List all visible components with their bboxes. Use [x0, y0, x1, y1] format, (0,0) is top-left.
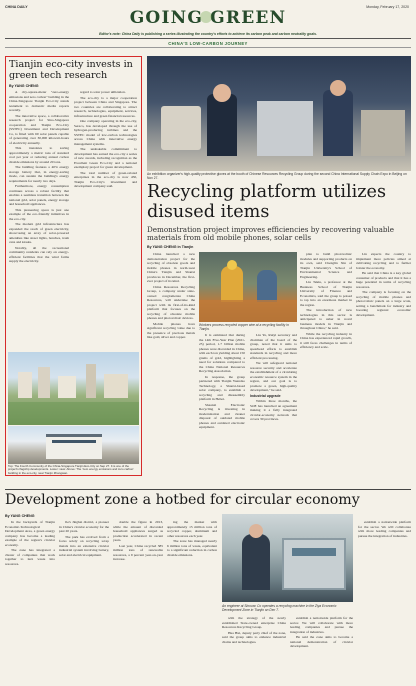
- recycling-headline: Recycling platform utilizes disused items: [147, 182, 386, 222]
- article-byline: By YANG CHENG: [9, 84, 39, 88]
- recycling-column-4: plan to build photovoltaic modules and supporting products on its own, said Chenglin Xin of Tianjin University's School of Environmental Science and Engineering. Liu Tekiu, a professor at the Business School of Tianjin University of Finance and Economics, said the group is poised to tap into an enormous market in the region. The introduction of new technologies in this sector is anticipated to usher in novel business models in Tianjin and throughout China," he said. While the recycling industry in China has experienced rapid growth, it still faces challenges in terms of efficiency and scale.: [300, 252, 352, 349]
- article-column-1: A city-square-meter "zero-energy emissions and zero carbon" building in the China-Singapore Tianjin Eco-City stands testament to domestic media reports recently. The innovative space, a collaborative research project for Sino-Singapore cooperation and Tianjin Eco-City (SSTEC) Investment and Development Co, is fitted with 60 solar panels capable of generating over 30,000 kilowatt-hours of electricity annually. This translates to saving approximately a metric tons of standard coal per year or reducing annual carbon dioxide emissions by around 20 tons. The building features a 40% energy storage battery that, in energy-saving mode, can sustain the building's energy requirements for nearly two days. Furthermore, energy consumption continues across a robust facility that enables a seamless transition between the national grid, solar panels, energy storage and household appliances. This pioneering space is just one example of the eco-friendly initiatives in the eco-city. The modern grid infrastructure has expanded the reach of green electricity, showcasing an array of solar-powered amenities like street lights, benches, trash cans and kiosks. Notably, all the recreational community residents can rely on energy-efficient facilities that the wind farms supply the electricity.: [9, 90, 69, 263]
- industrial-upgrade-subhead: Industrial upgrade: [250, 393, 281, 398]
- zone-column-4: ing the market with approximately 15 million tons of recycled copper, aluminum and other resources each year. The zone has managed nearly 6 million tons of waste, equivalent to a significant reduction in carbon dioxide emissions.: [167, 520, 217, 557]
- recycling-byline: By YANG CHENG in Tianjin: [147, 245, 194, 249]
- development-zone-byline: By YANG CHENG: [5, 514, 35, 518]
- article-column-2: regard to solar power utilization. The eco-city is a major cooperation project between China and Singapore. The two countries are collaborating to attract research, technologies, equipment, services, infrastructure and green financial resources. One company operating in the eco-city, Seraco, has developed through the use of hydrogen-producing turbines and the SSTEC model of low-carbon technologies across China with innovative energy management systems. The unshakable commitment to development has earned the eco-city a series of new awards, including recognition as the Excellent Green Eco-City and a national exemplary project for green development. The total number of green-related enterprises in the eco-city is now 450, Tianjin Eco-City's investment and development company said.: [74, 90, 137, 188]
- expo-photo-caption: An exhibition organizer's high-quality protective gloves at the booth of Chinese Resources Recycling Group during the second China International Supply Chain Expo in Beijing on Nov 27.: [147, 172, 407, 181]
- article-headline: Tianjin eco-city invests in green tech research: [9, 59, 133, 81]
- zone-column-5: with the strategy of the newly established State-owned enterprise China Resources Recycling Group. Hua Hui, deputy party chief of the zone, said the group aims to enhance industrial chains and technologies.: [222, 616, 286, 644]
- zone-column-7: establish a nationwide platform for the sector. We will collaborate with more leading companies and pursue the integration of industries.: [358, 520, 411, 538]
- machine-photo-caption: An engineer at Sinovac Co operates a recycling machine in the Ziya Economic Development Zone in Tianjin on Dec 7.: [222, 604, 337, 613]
- editors-note: Editor's note: China Daily is publishing a series illustrating the country's efforts to achieve its carbon peak and carbon neutrality goals.: [99, 32, 317, 36]
- brand-title: GOING GREEN: [129, 8, 287, 28]
- leaf-icon: [200, 11, 212, 23]
- recycling-column-5: Lin expects the country to implement more policies aimed at cultivating recycling and to further bolster the economy. He said that China is a key global consumer of products and that it has a huge potential in terms of recycling resources. The company is focusing on the recycling of mobile phones and photovoltaic panels on a large scale, setting a benchmark for industry and boosting regional economic development.: [356, 252, 411, 317]
- copper-wire-photo: [199, 252, 297, 322]
- copper-photo-caption: Workers process recycled copper wire at a recycling facility in Tianjin.: [199, 323, 289, 332]
- zero-carbon-building-photo: [8, 426, 139, 464]
- eco-city-aerial-photo: [8, 352, 139, 425]
- zone-column-3: double the figure in 2013, while the amount of discarded household appliances surged as production accelerated in recent years. Last year, China recycled 385 million tons of renewable resources, a 9 percent year-on-year increase.: [113, 520, 163, 561]
- development-zone-headline: Development zone a hotbed for circular economy: [5, 492, 360, 508]
- zone-column-1: In the backyards of Tianjin Economic-Technological Development Area, a green energy company has become a leading example of the region's circular economy. The zone has integrated a cluster of companies that work together to turn waste into resources.: [5, 520, 55, 566]
- eco-city-photo-caption: Top: The Fourth Community of the China-Singapore Tianjin Eco-City on Sep 27. It is one of the project's flagship developments. Lower: view: Above: The 'zero energy emissions and zero carbon' building in the eco-city, near Tianjin Zhangwan.: [8, 464, 134, 475]
- paper-name: CHINA DAILY: [5, 5, 28, 9]
- zone-column-6: establish a nationwide platform for the sector. We will collaborate with more leading companies and pursue the integration of industries. He said the zone aims to become a national demonstration of circular development.: [290, 616, 353, 648]
- recycling-machine-photo: [222, 514, 353, 602]
- recycling-expo-photo: [147, 56, 411, 171]
- recycling-column-3: Liu Ye, Ruiyi secretary and chairman of the board of the group, noted that it aims to spearhead efforts to establish standards in recycling and more efficient processing. We will safeguard national resource security and accelerate the establishment of a circulating economic resource system in the region, and our goal is to promote a green, high-quality development," he said. Industrial upgrade Within three months, the SOE has launched an agreement making it a fully integrated circular-economy network that covers 30 provinces.: [250, 333, 297, 421]
- section-title: CHINA'S LOW-CARBON JOURNEY: [168, 41, 248, 46]
- zone-column-2: Jie's Jinghai district, a pioneer in China's circular economy for the past 20 years. The park has evolved from a focus solely on recycling scrap metals into an extensive circular industrial system involving battery, solar and electrical equipment.: [59, 520, 109, 557]
- issue-date: Monday, February 17, 2020: [366, 5, 409, 9]
- recycling-column-1: China launched a new demonstration project for the recycling of obsolete goods and mobile phones in north-west China's Tianjin and Shanxi provinces in December, the first-ever project of its kind. China Resources Recycling Group, a company under state-owned conglomerate China Resources, will undertake the project with its first-of-its-kind platform that focuses on the recycling of obsolete mobile phones and photovoltaic devices. Mobile phones have significant recycling value due to the presence of precious metals like gold, silver and copper.: [147, 252, 195, 339]
- recycling-column-2: It is estimated that during the 14th Five-Year Plan (2021-25) period, 1.7 billion mobile phones were discarded in China, with each ton yielding about 150 grams of gold, highlighting a need for solutions compared to the China National Resources Recycling Association. In response, the group partnered with Tianjin Yuandao Technology, a Shanxi-based solar company, to establish a recycling and disassembly platform in Hebei. Shaanxi Electronic Recycling is investing in modernization and cleaner disposal of outdated mobile phones and outdated electronic equipment.: [199, 333, 245, 429]
- recycling-subhead: Demonstration project improves efficiencies by recovering valuable materials from old mobile phones, solar cells: [147, 225, 395, 243]
